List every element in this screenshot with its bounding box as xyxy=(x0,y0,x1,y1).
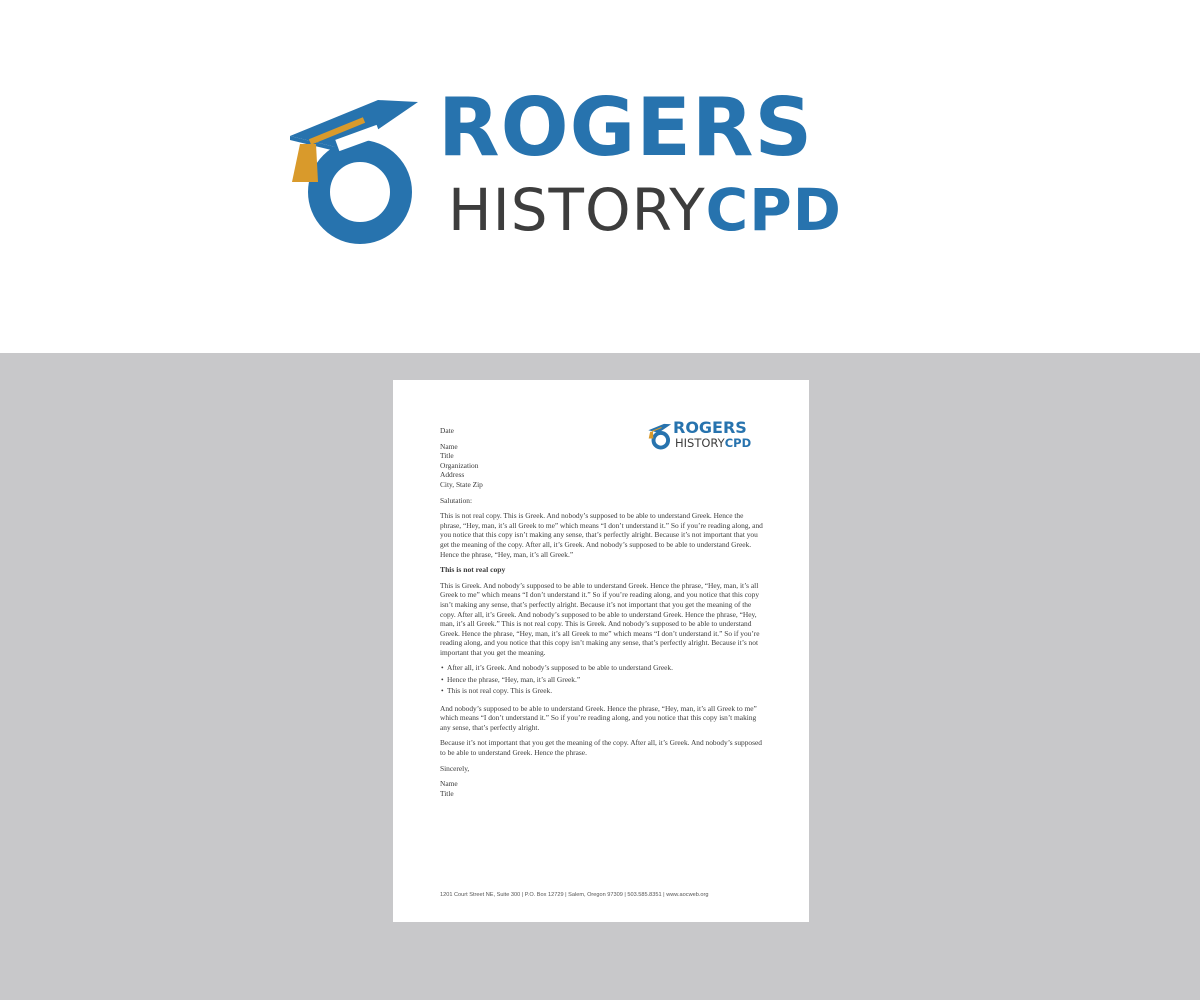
bullet-item: • Hence the phrase, “Hey, man, it’s all Greek.” xyxy=(440,675,766,685)
closing: Sincerely, xyxy=(440,763,470,773)
logo-word-rogers: ROGERS xyxy=(673,418,747,437)
paragraph-2: This is Greek. And nobody’s supposed to be able to understand Greek. Hence the phrase, “Hey, man, it’s all Greek to me” which means “I don’t understand it.” So if you’re reading along, and you notice that this copy isn’t making any sense, that’s perfectly alright. Because it’s not important that you get the meaning of the copy. After all, it’s Greek. And nobody’s supposed to be able to understand Greek. Hence the phrase, “Hey, man, it’s all Greek.” This is not real copy. This is Greek. And nobody’s supposed to be able to understand Greek. Hence the phrase, “Hey, man, it’s all Greek to me” which means “I don’t understand it.” So if you’re reading along, and you notice that this copy isn’t making any sense, that’s perfectly alright. Because it’s not important that you get the meaning. xyxy=(440,580,760,657)
logo-word-history: HISTORY xyxy=(675,436,725,450)
salutation: Salutation: xyxy=(440,495,473,505)
bullet-item: • After all, it’s Greek. And nobody’s supposed to be able to understand Greek. xyxy=(440,663,766,673)
bullet-list xyxy=(440,663,766,695)
recipient-name: Name xyxy=(440,441,458,451)
paragraph-1: This is not real copy. This is Greek. And nobody’s supposed to be able to understand Greek. Hence the phrase, “Hey, man, it’s all Greek to me” which means “I don’t understand it.” So if you’re reading along, and you notice that this copy isn’t making any sense, that’s perfectly alright. Because it’s not important that you get the meaning of the copy. After all, it’s Greek. And nobody’s supposed to be able to understand Greek. Hence the phrase, “Hey, man, it’s all Greek.” xyxy=(440,511,763,559)
logo-showcase-panel xyxy=(0,0,1200,353)
recipient-title: Title xyxy=(440,451,454,461)
recipient-address: Address xyxy=(440,470,465,480)
graduation-cap-ring-icon xyxy=(288,88,423,248)
signature-title: Title xyxy=(440,788,454,798)
logo-word-cpd: CPD xyxy=(724,436,752,450)
letterhead-footer: 1201 Court Street NE, Suite 300 | P.O. Box 12729 | Salem, Oregon 97309 | 503.585.8351 | www.aocweb.org xyxy=(440,892,709,898)
logo-word-rogers: ROGERS xyxy=(438,81,814,174)
date-line: Date xyxy=(440,426,454,435)
section-heading: This is not real copy xyxy=(440,565,506,575)
paragraph-4: Because it’s not important that you get the meaning of the copy. After all, it’s Greek. And nobody’s supposed to be able to understand Greek. Hence the phrase. xyxy=(440,738,762,758)
letterhead-page xyxy=(393,380,809,922)
letter-body xyxy=(440,426,766,798)
paragraph-3: And nobody’s supposed to be able to understand Greek. Hence the phrase, “Hey, man, it’s all Greek to me” which means “I don’t understand it.” So if you’re reading along, and you notice that this copy isn’t making any sense, that’s perfectly alright. xyxy=(440,703,757,732)
logo-word-history: HISTORY xyxy=(448,176,706,244)
recipient-organization: Organization xyxy=(440,460,479,470)
bullet-item: • This is not real copy. This is Greek. xyxy=(440,686,766,696)
rogers-history-cpd-logo xyxy=(288,81,868,248)
signature-name: Name xyxy=(440,779,458,789)
recipient-city-state-zip: City, State Zip xyxy=(440,479,483,489)
logo-word-history-cpd xyxy=(448,174,842,246)
logo-word-cpd: CPD xyxy=(705,176,842,244)
